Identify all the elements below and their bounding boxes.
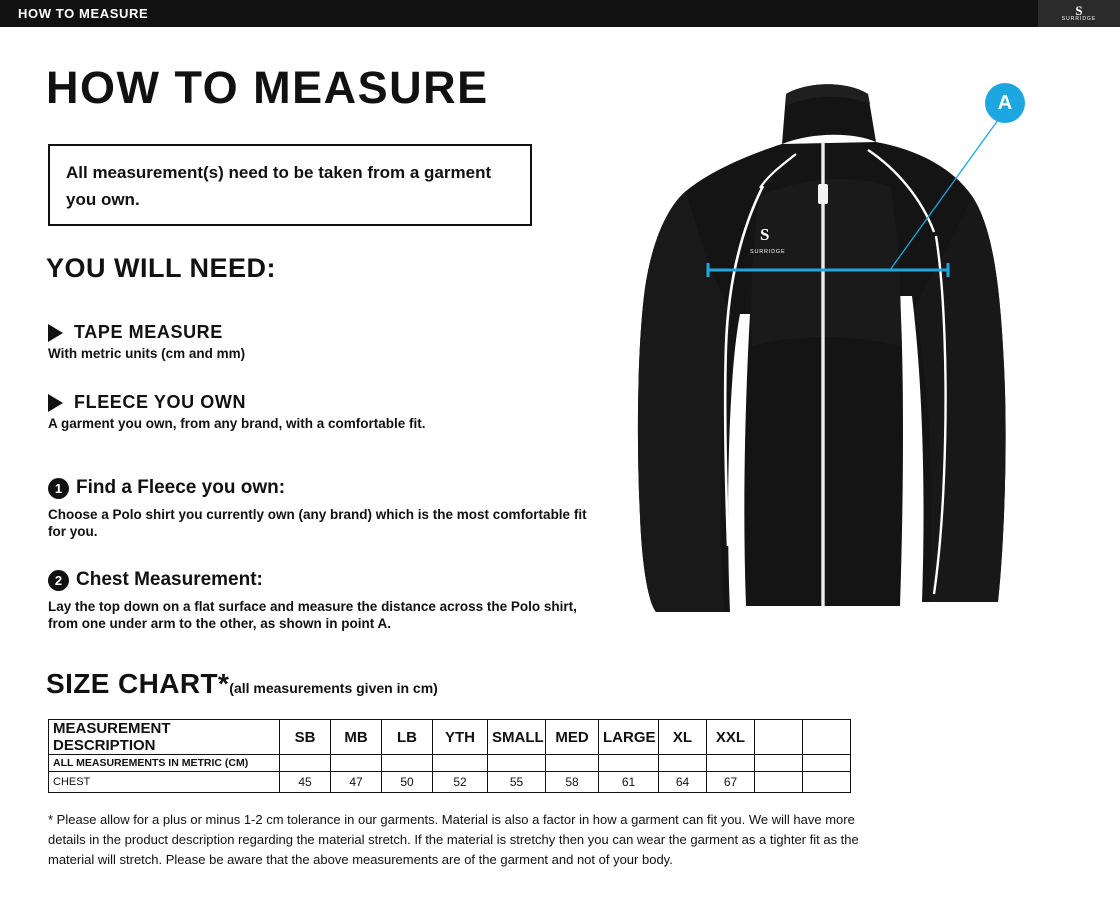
step-title: Chest Measurement: bbox=[76, 569, 263, 590]
brand-logo bbox=[1038, 0, 1120, 27]
metric-cell bbox=[488, 755, 546, 772]
metric-cell bbox=[599, 755, 659, 772]
column-header-xxl: XXL bbox=[707, 720, 755, 755]
cell-chest-yth: 52 bbox=[433, 772, 488, 793]
metric-cell bbox=[803, 755, 851, 772]
step-body: Lay the top down on a flat surface and measure the distance across the Polo shirt, from one under arm to the other, as shown in point A. bbox=[48, 599, 577, 631]
cell-chest-xl: 64 bbox=[659, 772, 707, 793]
column-header-description: MEASUREMENT DESCRIPTION bbox=[49, 720, 280, 755]
step-number-badge: 1 bbox=[48, 478, 69, 499]
column-header-xl: XL bbox=[659, 720, 707, 755]
size-chart-table bbox=[48, 719, 851, 793]
notice-text: All measurement(s) need to be taken from a garment you own. bbox=[66, 163, 492, 209]
triangle-bullet-icon bbox=[48, 394, 63, 412]
page-title: HOW TO MEASURE bbox=[46, 62, 489, 113]
cell-chest-small: 55 bbox=[488, 772, 546, 793]
svg-text:SURRIDGE: SURRIDGE bbox=[750, 249, 786, 255]
brand-wordmark: SURRIDGE bbox=[1061, 15, 1097, 22]
row-label-chest: CHEST bbox=[49, 772, 280, 793]
table-header-row bbox=[49, 720, 851, 755]
svg-text:S: S bbox=[760, 225, 770, 244]
column-header-yth: YTH bbox=[433, 720, 488, 755]
column-header-lb: LB bbox=[382, 720, 433, 755]
cell-chest-lb: 50 bbox=[382, 772, 433, 793]
need-item-title: TAPE MEASURE bbox=[74, 322, 223, 342]
column-header-blank-1 bbox=[755, 720, 803, 755]
cell-blank-1 bbox=[755, 772, 803, 793]
table-row-metric-note bbox=[49, 755, 851, 772]
size-chart-heading-note: (all measurements given in cm) bbox=[229, 680, 438, 696]
column-header-mb: MB bbox=[331, 720, 382, 755]
cell-chest-large: 61 bbox=[599, 772, 659, 793]
metric-cell bbox=[546, 755, 599, 772]
notice-box bbox=[48, 144, 532, 226]
cell-chest-xxl: 67 bbox=[707, 772, 755, 793]
top-bar bbox=[0, 0, 1120, 27]
column-header-sb: SB bbox=[280, 720, 331, 755]
triangle-bullet-icon bbox=[48, 324, 63, 342]
cell-chest-sb: 45 bbox=[280, 772, 331, 793]
step-body: Choose a Polo shirt you currently own (any brand) which is the most comfortable fit for you. bbox=[48, 507, 587, 539]
callout-badge-a: A bbox=[985, 83, 1025, 123]
table-row bbox=[49, 772, 851, 793]
fleece-jacket-illustration bbox=[600, 46, 1070, 646]
need-item-subtitle: With metric units (cm and mm) bbox=[48, 346, 246, 361]
column-header-large: LARGE bbox=[599, 720, 659, 755]
metric-cell bbox=[280, 755, 331, 772]
footnote-text: * Please allow for a plus or minus 1-2 cm tolerance in our garments. Material is also a factor in how a garment can fit you. We will have more details in the product description regarding the material stretch. If the material is stretchy then you can wear the garment as a tighter fit as the material will stretch. Please be aware that the above measurements are of the garment and not of your body. bbox=[48, 812, 859, 867]
metric-cell bbox=[433, 755, 488, 772]
metric-cell bbox=[755, 755, 803, 772]
metric-cell bbox=[659, 755, 707, 772]
size-chart-heading-main: SIZE CHART* bbox=[46, 668, 230, 699]
cell-chest-med: 58 bbox=[546, 772, 599, 793]
metric-cell bbox=[331, 755, 382, 772]
step-title: Find a Fleece you own: bbox=[76, 477, 286, 498]
step-number-badge: 2 bbox=[48, 570, 69, 591]
you-will-need-heading: YOU WILL NEED: bbox=[46, 253, 277, 283]
metric-cell bbox=[707, 755, 755, 772]
brand-mark-icon: S bbox=[1075, 2, 1083, 18]
cell-blank-2 bbox=[803, 772, 851, 793]
need-item-subtitle: A garment you own, from any brand, with a comfortable fit. bbox=[48, 416, 426, 431]
metric-note-label: ALL MEASUREMENTS IN METRIC (CM) bbox=[49, 755, 280, 772]
size-chart-heading bbox=[46, 668, 438, 700]
top-bar-title: HOW TO MEASURE bbox=[18, 6, 149, 21]
metric-cell bbox=[382, 755, 433, 772]
cell-chest-mb: 47 bbox=[331, 772, 382, 793]
product-image bbox=[600, 46, 1070, 646]
column-header-blank-2 bbox=[803, 720, 851, 755]
need-item-title: FLEECE YOU OWN bbox=[74, 392, 247, 412]
column-header-med: MED bbox=[546, 720, 599, 755]
column-header-small: SMALL bbox=[488, 720, 546, 755]
